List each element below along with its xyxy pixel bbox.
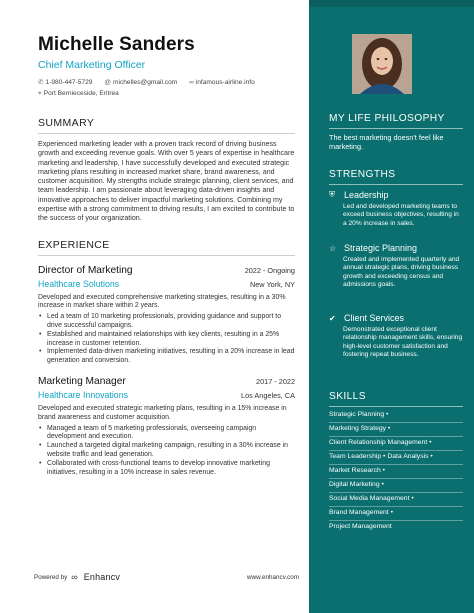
experience-heading: EXPERIENCE xyxy=(38,239,295,256)
skill-tag: Marketing Strategy xyxy=(329,425,387,432)
skill-row: Strategic Planning • xyxy=(329,411,389,418)
divider xyxy=(329,422,463,423)
job-description: Developed and executed comprehensive marketing strategies, resulting in a 30% increase in market share within 2 years. xyxy=(38,293,286,310)
email-text[interactable]: michelles@gmail.com xyxy=(113,79,178,86)
job-location: Los Angeles, CA xyxy=(241,391,295,401)
enhancv-logo-icon: ∞ xyxy=(71,572,78,582)
location-item xyxy=(38,90,119,97)
email-item[interactable] xyxy=(104,79,177,86)
skill-row: Team Leadership • Data Analysis • xyxy=(329,453,433,460)
phone-icon: ✆ xyxy=(38,79,44,86)
sidebar-top-band xyxy=(309,0,474,7)
job-entry xyxy=(38,376,295,477)
skill-tag: Project Management xyxy=(329,523,392,530)
strength-name: Strategic Planning xyxy=(344,243,418,253)
sidebar xyxy=(309,0,474,613)
divider xyxy=(329,506,463,507)
contact-info xyxy=(38,77,295,99)
link-icon: ∞ xyxy=(189,79,194,86)
divider xyxy=(329,492,463,493)
phone-text: 1-980-447-5729 xyxy=(45,79,93,86)
job-location: New York, NY xyxy=(249,279,295,289)
divider xyxy=(329,406,463,407)
strength-desc: Led and developed marketing teams to exceed business objectives, resulting in a 20% increase in sales. xyxy=(343,203,459,227)
footer-url[interactable]: www.enhancv.com xyxy=(247,574,300,581)
skill-tag: Digital Marketing xyxy=(329,481,380,488)
strength-name: Client Services xyxy=(344,313,405,323)
strength-item xyxy=(329,243,417,253)
job-dates: 2022 - Ongoing xyxy=(244,265,295,275)
check-icon: ✔ xyxy=(329,313,336,323)
divider xyxy=(329,436,463,437)
profile-photo xyxy=(352,34,412,94)
job-title: Director of Marketing xyxy=(38,264,133,276)
star-icon: ☆ xyxy=(329,243,337,253)
skill-tag: Data Analysis xyxy=(387,453,429,460)
strength-desc: Demonstrated exceptional client relationship management skills, ensuring high-level customer satisfaction and fostering repeat business. xyxy=(343,326,463,359)
job-entry xyxy=(38,265,295,366)
divider xyxy=(329,478,463,479)
job-company: Healthcare Innovations xyxy=(38,390,128,401)
strengths-heading: STRENGTHS xyxy=(329,169,396,180)
skill-row: Social Media Management • xyxy=(329,495,414,502)
skill-tag: Team Leadership xyxy=(329,453,382,460)
link-text[interactable]: infamous-airline.info xyxy=(195,79,255,86)
email-icon: @ xyxy=(104,79,112,86)
skill-row: Client Relationship Management • xyxy=(329,439,432,446)
link-item[interactable] xyxy=(189,79,255,86)
philosophy-text: The best marketing doesn't feel like marketing. xyxy=(329,133,444,152)
summary-text: Experienced marketing leader with a proven track record of driving business growth and exceeding revenue goals. With over 5 years of expertise in healthcare marketing and leadership, I have successfully developed and executed strategic marketing plans resulting in increased market share, brand awareness, and customer acquisition. My strengths include strategic planning, client services, and team leadership. I am passionate about leveraging data-driven insights and innovative approaches to deliver impactful marketing solutions. Combining my expertise with a strong commitment to driving results, I am excited to contribute to the success of your organization. xyxy=(38,140,295,223)
philosophy-heading: MY LIFE PHILOSOPHY xyxy=(329,113,445,124)
divider xyxy=(329,450,463,451)
job-bullets xyxy=(38,313,295,366)
job-bullet: • Collaborated with cross-functional teams to develop innovative marketing initiatives, resulting in a 10% increase in sales revenue. xyxy=(38,460,295,478)
phone-item xyxy=(38,79,92,86)
skill-tag: Brand Management xyxy=(329,509,389,516)
job-bullet: • Led a team of 10 marketing professionals, providing guidance and support to drive successful campaigns. xyxy=(38,313,295,331)
job-bullet: • Launched a targeted digital marketing campaign, resulting in a 30% increase in website traffic and lead generation. xyxy=(38,442,295,460)
skill-tag: Social Media Management xyxy=(329,495,410,502)
skill-tag: Strategic Planning xyxy=(329,411,385,418)
skill-row: Market Research • xyxy=(329,467,386,474)
divider xyxy=(329,184,463,185)
candidate-name: Michelle Sanders xyxy=(38,34,195,55)
skill-tag: Client Relationship Management xyxy=(329,439,428,446)
summary-heading: SUMMARY xyxy=(38,117,295,134)
job-title: Marketing Manager xyxy=(38,376,126,388)
divider xyxy=(329,464,463,465)
skills-heading: SKILLS xyxy=(329,391,366,402)
job-bullet: • Managed a team of 5 marketing professionals, overseeing campaign development and execution. xyxy=(38,425,295,443)
brand-logo-text[interactable]: Enhancv xyxy=(83,572,121,582)
job-bullet: • Implemented data-driven marketing initiatives, resulting in a 20% increase in lead generation and conversion. xyxy=(38,348,295,366)
strength-item xyxy=(329,313,404,323)
powered-by-text: Powered by xyxy=(34,573,68,581)
footer xyxy=(34,572,120,582)
candidate-role: Chief Marketing Officer xyxy=(38,59,146,71)
skill-row: Digital Marketing • xyxy=(329,481,384,488)
location-text: Port Bernieceside, Eritrea xyxy=(43,90,119,97)
divider xyxy=(329,128,463,129)
job-description: Developed and executed strategic marketing plans, resulting in a 15% increase in brand awareness and customer acquisition. xyxy=(38,405,287,421)
skill-row xyxy=(329,523,392,530)
strength-desc: Created and implemented quarterly and annual strategic plans, driving business growth and exceeding census and admissions goals. xyxy=(343,256,460,289)
skill-row: Brand Management • xyxy=(329,509,393,516)
skill-row: Marketing Strategy • xyxy=(329,425,391,432)
strength-item xyxy=(329,190,389,200)
job-dates: 2017 - 2022 xyxy=(256,377,295,387)
job-bullets xyxy=(38,425,295,478)
divider xyxy=(329,520,463,521)
strength-name: Leadership xyxy=(344,190,389,200)
location-pin-icon: ⌖ xyxy=(38,90,42,97)
job-company: Healthcare Solutions xyxy=(38,278,120,289)
shield-icon: ⛨ xyxy=(329,190,335,199)
job-bullet: • Established and maintained relationships with key clients, resulting in a 25% increase in customer retention. xyxy=(38,331,295,349)
skill-tag: Market Research xyxy=(329,467,381,474)
